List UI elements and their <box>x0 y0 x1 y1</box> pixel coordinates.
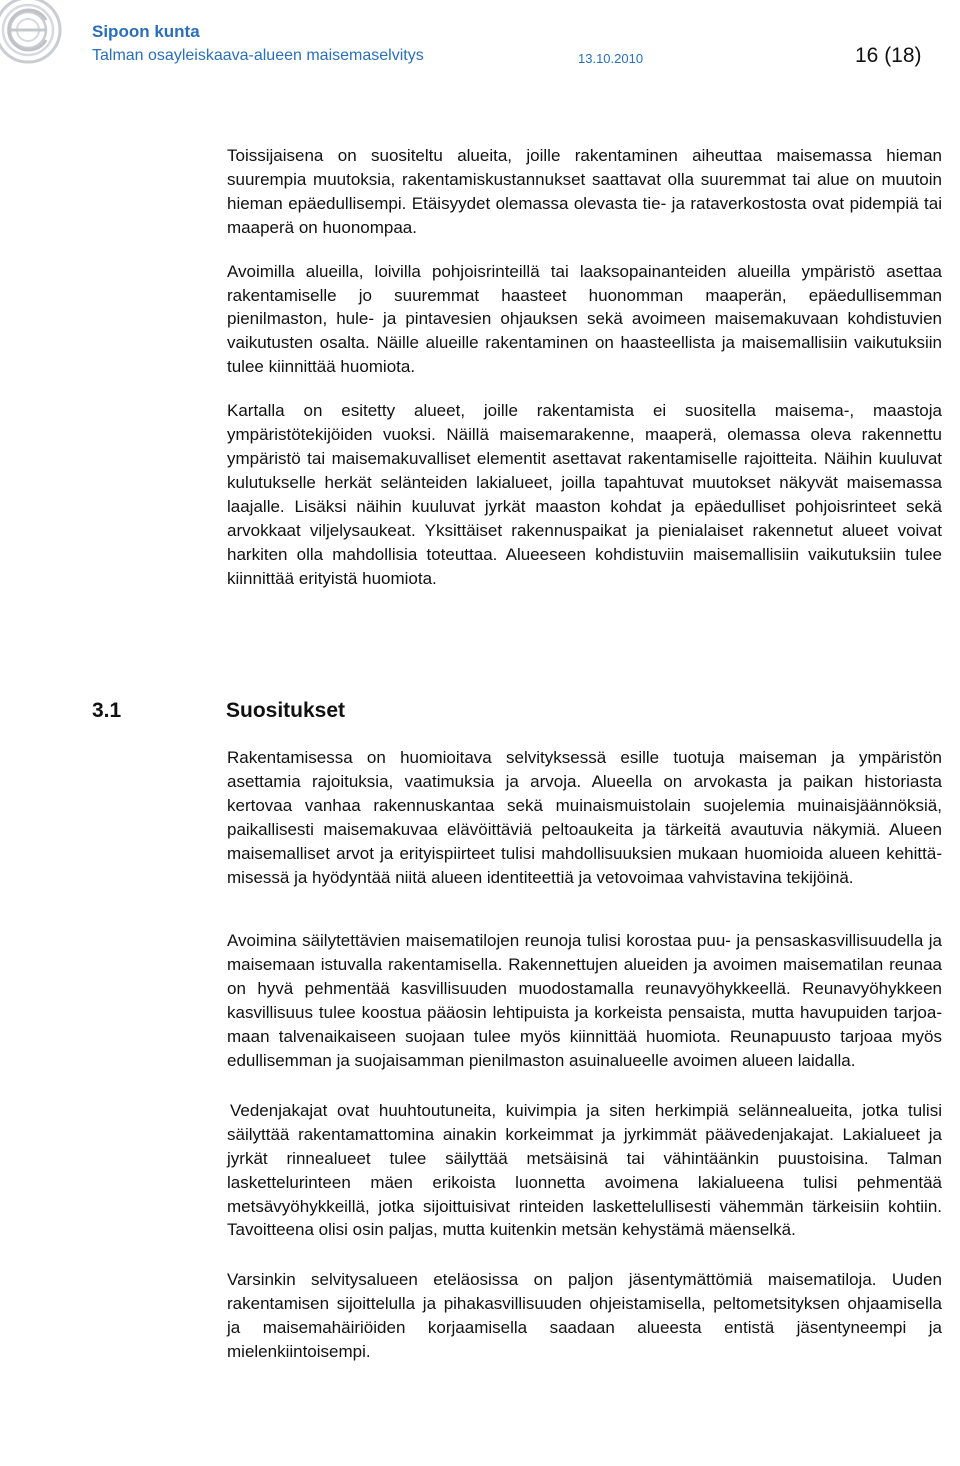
sipoo-logo-icon <box>0 0 80 70</box>
section-number: 3.1 <box>92 699 122 722</box>
section-paragraph: Vedenjakajat ovat huuhtoutuneita, kuivimpia ja siten herkimpiä selännealueita, jotka tulisi säilyttää rakentamattomina ainakin korkeimmat ja jyrkimmät päävedenjakajat. Lakialueet ja jyrkät rinnealueet tulee säilyttää metsäisinä tai vähintäänkin puustoisina. Talman laskettelurinteen mäen erikoista luonnetta avoimena lakialueena tulisi pehmentää metsävyöhykkeillä, jotka sijoittuisivat rinteiden laskettelullisesti vähemmän tärkeisiin kohtiin. Tavoitteena olisi osin paljas, mutta kuitenkin metsän kehystämä mäenselkä. <box>227 1100 942 1240</box>
intro-paragraph: Avoimilla alueilla, loivilla pohjoisrinteillä tai laaksopainanteiden alueilla ympäristö asettaa rakentamiselle jo suuremmat haasteet huonomman maaperän, epäedullisemman pienilmaston, hule- ja pintavesien ohjauksen sekä avoimeen maisemakuvaan kohdistuvien vaikutusten osalta. Näille alueille rakentaminen on haasteellista ja maisemallisiin vaikutuksiin tulee kiinnittää huomiota. <box>227 261 942 377</box>
intro-paragraph: Toissijaisena on suositeltu alueita, joille rakentaminen aiheuttaa maisemassa hieman suurempia muutoksia, rakentamiskustannukset saattavat olla suuremmat tai alue on muutoin hieman epäedullisempi. Etäisyydet olemassa olevasta tie- ja rataverkostosta ovat pidempiä tai maaperä on huonompaa. <box>227 146 942 237</box>
section-paragraph: Avoimina säilytettävien maisematilojen reunoja tulisi korostaa puu- ja pensaskasvillisuudella ja maisemaan istuvalla rakentamisella. Rakennettujen alueiden ja avoimen maisematilan reunaa on hyvä pehmentää kasvillisuuden muodostamalla reunavyöhykkeellä. Reunavyöhykkeen kasvillisuus tulee koostua pääosin lehtipuista ja korkeista pensaista, mutta havupuiden tarjoamaan talvenaikaiseen suojaan tulee myös kiinnittää huomiota. Reunapuusto tarjoaa myös edullisemman ja suojaisamman pienilmaston asuinalueelle avoimen alueen laidalla. <box>227 931 942 1070</box>
section-text-block <box>227 746 942 1364</box>
section-paragraph: Varsinkin selvitysalueen eteläosissa on paljon jäsentymättömiä maisematiloja. Uuden rakentamisen sijoittelulla ja pihakasvillisuuden ohjeistamisella, peltometsityksen ohjaamisella ja maisemahäiriöiden korjaamisella saadaan alueesta entistä jäsentyneempi ja mielenkiintoisempi. <box>227 1270 942 1362</box>
intro-paragraph: Kartalla on esitetty alueet, joille rakentamista ei suositella maisema-, maastoja ympäristötekijöiden vuoksi. Näillä maisemarakenne, maaperä, olemassa oleva rakennettu ympäristö tai maisemakuvalliset elementit asettavat rakentamiselle rajoitteita. Näihin kuuluvat kulutukselle herkät selänteiden lakialueet, joilla tapahtuvat muutokset näkyvät maisemassa laajalle. Lisäksi näihin kuuluvat jyrkät maaston kohdat ja epäedulliset pohjoisrinteet sekä arvokkaat viljelysaukeat. Yksittäiset rakennuspaikat ja pienialaiset rakennetut alueet voivat harkiten olla mahdollisia toteuttaa. Alueeseen kohdistuviin maisemallisiin vaikutuksiin tulee kiinnittää erityistä huomiota. <box>227 401 942 588</box>
header-organization: Sipoon kunta <box>92 22 200 41</box>
section-paragraph: Rakentamisessa on huomioitava selvityksessä esille tuotuja maiseman ja ympäristön asettamia rajoituksia, vaatimuksia ja arvoja. Alueella on arvokasta ja paikan historiasta kertovaa vanhaa rakennuskantaa sekä muinaismuistolain suojelemia muinaisjäännöksiä, paikallisesti maisemakuvaa elävöittäviä peltoaukeita ja tärkeitä avautuvia näkymiä. Alueen maisemalliset arvot ja erityispiirteet tulisi mahdollisuuksien mukaan huomioida alueen kehittämisessä ja hyödyntää niitä alueen identiteettiä ja vetovoimaa vahvistavina tekijöinä. <box>227 748 942 887</box>
header-document-title: Talman osayleiskaava-alueen maisemaselvitys <box>92 47 424 64</box>
page-number: 16 (18) <box>855 44 922 67</box>
intro-text-block <box>227 144 942 590</box>
section-title: Suositukset <box>226 699 346 722</box>
header-date: 13.10.2010 <box>578 51 644 66</box>
section-heading <box>92 699 345 723</box>
